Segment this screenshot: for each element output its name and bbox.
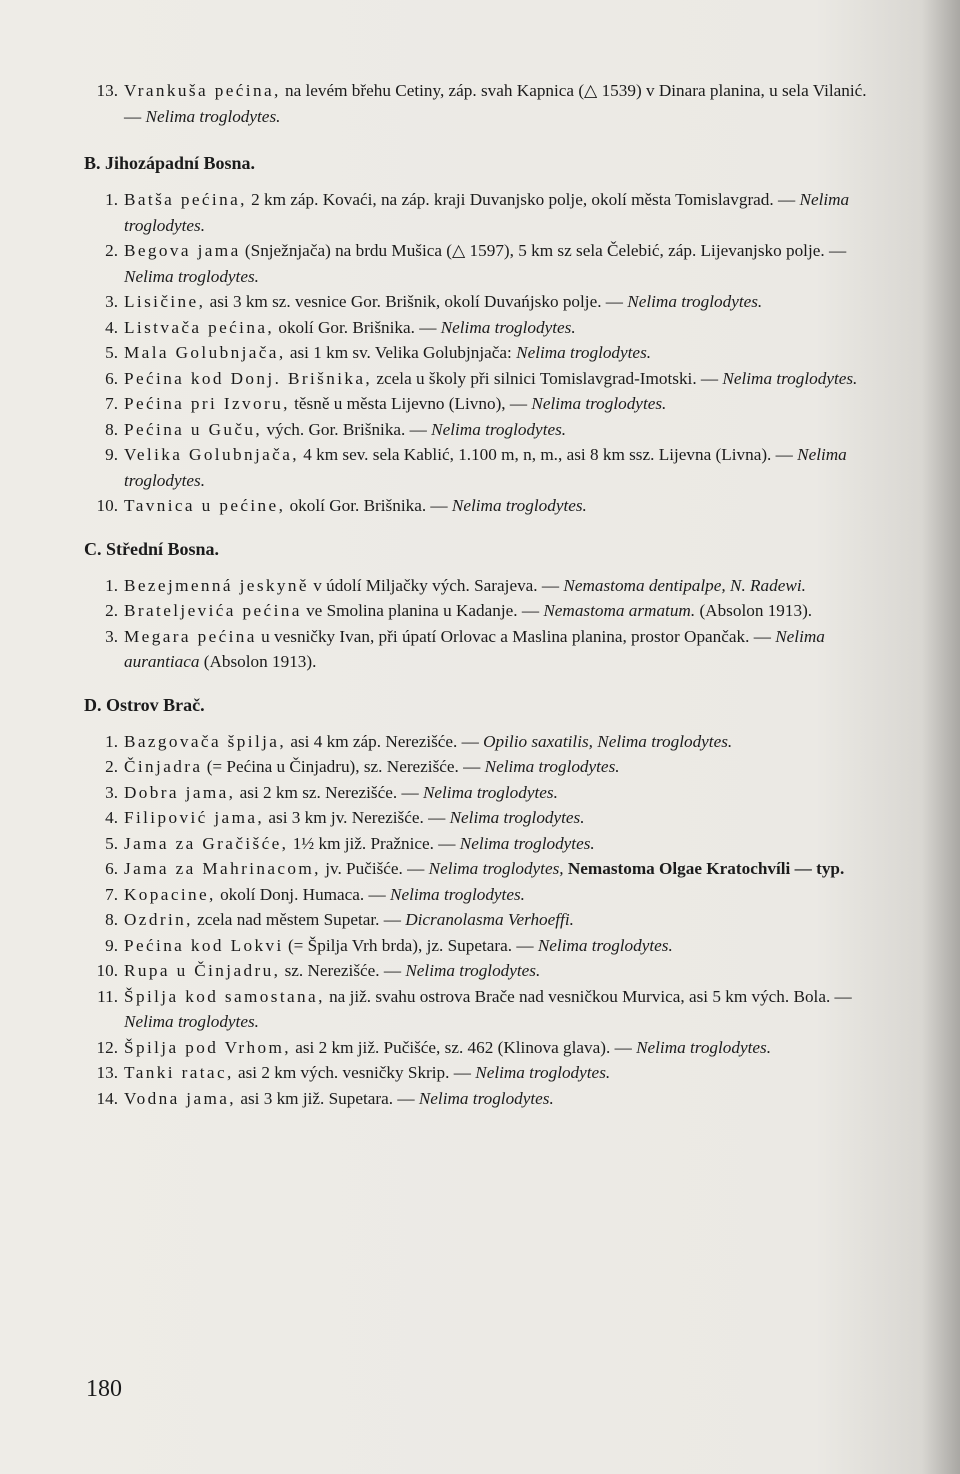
list-item (84, 417, 874, 443)
species-name: Nelima troglodytes. (484, 757, 620, 776)
species-name: Nelima troglodytes. (722, 368, 858, 388)
species-name: Nelima troglodytes. (124, 1012, 259, 1031)
list-item (84, 598, 874, 624)
entry-number: 3. (105, 292, 118, 311)
species-name: Nelima troglodytes. (390, 884, 525, 904)
list-item (84, 1035, 874, 1061)
locality-name: Mala Golubnjača, (124, 343, 286, 362)
locality-name: Kopacine, (124, 884, 216, 904)
list-item (84, 442, 874, 493)
locality-name: Begova jama (124, 241, 241, 260)
list-item (84, 805, 874, 831)
list-item (84, 882, 874, 908)
locality-name: Jama za Mahrinacom, (124, 859, 321, 878)
species-name: Nelima troglodytes. (451, 496, 587, 515)
entry-number: 8. (105, 419, 118, 439)
entry-number: 2. (105, 241, 118, 260)
species-name: Nelima troglodytes. (145, 106, 281, 126)
entry-text: zcela nad městem Supetar. — (192, 910, 406, 929)
section-heading: C. Střední Bosna. (84, 538, 220, 559)
entry-text: zcela u školy při silnici Tomislavgrad-Imotski. — (372, 368, 723, 388)
list-item (84, 907, 874, 933)
list-item (84, 315, 874, 341)
entry-number: 1. (105, 575, 118, 595)
species-name: Nelima troglodytes. (531, 394, 667, 413)
list-item (84, 754, 874, 780)
document-content (84, 78, 874, 1111)
entry-text: asi 4 km záp. Nerezišće. — (286, 731, 484, 751)
species-name: Nelima troglodytes. (431, 419, 567, 439)
entry-number: 9. (105, 445, 118, 464)
entry-text: (Snježnjača) na brdu Mušica (△ 1597), 5 km sz sela Čelebić, záp. Lijevanjsko polje. — (240, 241, 847, 260)
species-name: Nelima troglodytes. (475, 1063, 611, 1082)
entry-number: 13. (96, 1063, 118, 1082)
list-item (84, 831, 874, 857)
species-name: Nelima troglodytes. (449, 808, 585, 827)
entry-number: 13. (96, 81, 118, 100)
entry-text: okolí Gor. Brišnika. — (274, 317, 441, 337)
entry-text: ve Smolina planina u Kadanje. — (301, 601, 544, 620)
entry-text: asi 2 km sz. Nerezišće. — (235, 782, 423, 802)
entry-number: 11. (97, 986, 118, 1006)
list-item (84, 780, 874, 806)
section-heading: D. Ostrov Brač. (84, 694, 205, 715)
locality-name: Bezejmenná jeskyně (124, 575, 309, 595)
list-item (84, 624, 874, 675)
entry-text: na levém břehu Cetiny, záp. svah Kapnica (△ 1539) v Dinara planina, u sela Vilanić. — (124, 81, 867, 126)
entry-number: 2. (105, 601, 118, 620)
entry-text: na již. svahu ostrova Brače nad vesničkou Murvica, asi 5 km vých. Bola. — (324, 986, 852, 1006)
page-number: 180 (86, 1376, 122, 1402)
species-name: Nemastoma armatum. (543, 601, 696, 620)
entry-text: 2 km záp. Kovaći, na záp. kraji Duvanjsko polje, okolí města Tomislavgrad. — (246, 190, 800, 209)
entry-text: asi 3 km jv. Nerezišće. — (264, 808, 450, 827)
entry-number: 5. (105, 343, 118, 362)
entry-number: 3. (105, 626, 118, 646)
entry-text: jv. Pučišće. — (320, 859, 429, 878)
locality-name: Bazgovača špilja, (124, 731, 287, 751)
entry-number: 1. (105, 731, 118, 751)
entry-text: u vesničky Ivan, při úpatí Orlovac a Maslina planina, prostor Opančak. — (256, 626, 776, 646)
locality-name: Batša pećina, (124, 190, 247, 209)
entry-number: 12. (96, 1037, 118, 1057)
list-item (84, 856, 874, 882)
entry-text: okolí Gor. Brišnika. — (285, 496, 452, 515)
entry-number: 4. (105, 808, 118, 827)
locality-name: Ozdrin, (124, 910, 193, 929)
list-item (84, 289, 874, 315)
entry-text: vých. Gor. Brišnika. — (262, 419, 432, 439)
locality-name: Tanki ratac, (124, 1063, 234, 1082)
entry-number: 4. (105, 317, 118, 337)
locality-name: Listvača pećina, (124, 317, 275, 337)
entry-text: (= Pećina u Činjadru), sz. Nerezišće. — (202, 757, 485, 776)
locality-name: Megara pećina (124, 626, 257, 646)
locality-name: Vodna jama, (124, 1088, 237, 1108)
locality-name: Tavnica u pećine, (124, 496, 286, 515)
entry-number: 6. (105, 859, 118, 878)
list-item (84, 340, 874, 366)
species-name: Nelima troglodytes. (627, 292, 763, 311)
locality-name: Pećina pri Izvoru, (124, 394, 290, 413)
locality-name: Filipović jama, (124, 808, 265, 827)
list-item (84, 78, 874, 129)
entry-number: 2. (105, 757, 118, 776)
entry-number: 1. (105, 190, 118, 209)
species-name: Nelima troglodytes. (537, 935, 673, 955)
list-item (84, 573, 874, 599)
citation-text: (Absolon 1913). (199, 652, 317, 671)
entry-text: těsně u města Lijevno (Livno), — (289, 394, 532, 413)
entry-text: 4 km sev. sela Kablić, 1.100 m, n, m., asi 8 km ssz. Lijevna (Livna). — (298, 445, 798, 464)
entry-number: 7. (105, 884, 118, 904)
list-item (84, 187, 874, 238)
species-name: Nelima troglodytes, (428, 859, 564, 878)
citation-text: (Absolon 1913). (695, 601, 813, 620)
species-name: Nelima troglodytes. (124, 266, 259, 286)
locality-name: Rupa u Činjadru, (124, 961, 281, 980)
species-name: Nelima aurantiaca (124, 626, 825, 671)
entry-text: (= Špilja Vrh brda), jz. Supetara. — (283, 935, 538, 955)
locality-name: Špilja pod Vrhom, (124, 1037, 291, 1057)
entry-text: asi 3 km již. Supetara. — (236, 1088, 419, 1108)
entry-number: 7. (105, 394, 118, 413)
list-item (84, 729, 874, 755)
locality-name: Pećina kod Lokvi (124, 935, 284, 955)
species-name: Nelima troglodytes. (124, 445, 847, 490)
entry-number: 10. (96, 496, 118, 515)
entry-text: asi 3 km sz. vesnice Gor. Brišnik, okolí Duvańjsko polje. — (205, 292, 628, 311)
entry-number: 9. (105, 935, 118, 955)
list-item (84, 366, 874, 392)
species-name: Nelima troglodytes. (636, 1037, 772, 1057)
locality-name: Vrankuša pećina, (124, 81, 281, 100)
list-item (84, 984, 874, 1035)
list-item (84, 238, 874, 289)
species-name: Nelima troglodytes. (516, 343, 652, 362)
species-name: Nelima troglodytes. (440, 317, 576, 337)
entry-text: asi 1 km sv. Velika Golubjnjača: (285, 343, 517, 362)
new-species-name: Nemastoma Olgae Kratochvíli — typ. (563, 859, 845, 878)
locality-name: Činjadra (124, 757, 203, 776)
entry-number: 10. (96, 961, 118, 980)
entry-text: asi 2 km již. Pučišće, sz. 462 (Klinova glava). — (290, 1037, 637, 1057)
locality-name: Dobra jama, (124, 782, 236, 802)
locality-name: Velika Golubnjača, (124, 445, 299, 464)
entry-text: okolí Donj. Humaca. — (215, 884, 390, 904)
species-name: Nelima troglodytes. (124, 190, 850, 235)
entry-number: 5. (105, 833, 118, 853)
species-name: Nelima troglodytes. (418, 1088, 554, 1108)
locality-name: Lisičine, (124, 292, 206, 311)
locality-name: Špilja kod samostana, (124, 986, 325, 1006)
species-name: Opilio saxatilis, Nelima troglodytes. (483, 731, 733, 751)
entry-number: 6. (105, 368, 118, 388)
species-name: Nelima troglodytes. (459, 833, 595, 853)
list-item (84, 933, 874, 959)
list-item (84, 493, 874, 519)
species-name: Nelima troglodytes. (422, 782, 558, 802)
entry-number: 3. (105, 782, 118, 802)
entry-number: 8. (105, 910, 118, 929)
entry-text: v údolí Miljačky vých. Sarajeva. — (308, 575, 564, 595)
species-name: Nelima troglodytes. (405, 961, 541, 980)
locality-name: Pećina u Guču, (124, 419, 263, 439)
species-name: Nemastoma dentipalpe, N. Radewi. (563, 575, 806, 595)
entry-number: 14. (96, 1088, 118, 1108)
locality-name: Brateljevića pećina (124, 601, 302, 620)
list-item (84, 1086, 874, 1112)
entry-text: 1½ km již. Pražnice. — (288, 833, 460, 853)
entry-text: sz. Nerezišće. — (280, 961, 406, 980)
list-item (84, 391, 874, 417)
locality-name: Jama za Gračišće, (124, 833, 289, 853)
locality-name: Pećina kod Donj. Brišnika, (124, 368, 373, 388)
entry-text: asi 2 km vých. vesničky Skrip. — (233, 1063, 476, 1082)
species-name: Dicranolasma Verhoeffi. (405, 910, 574, 929)
list-item (84, 1060, 874, 1086)
section-heading: B. Jihozápadní Bosna. (84, 153, 256, 173)
list-item (84, 958, 874, 984)
